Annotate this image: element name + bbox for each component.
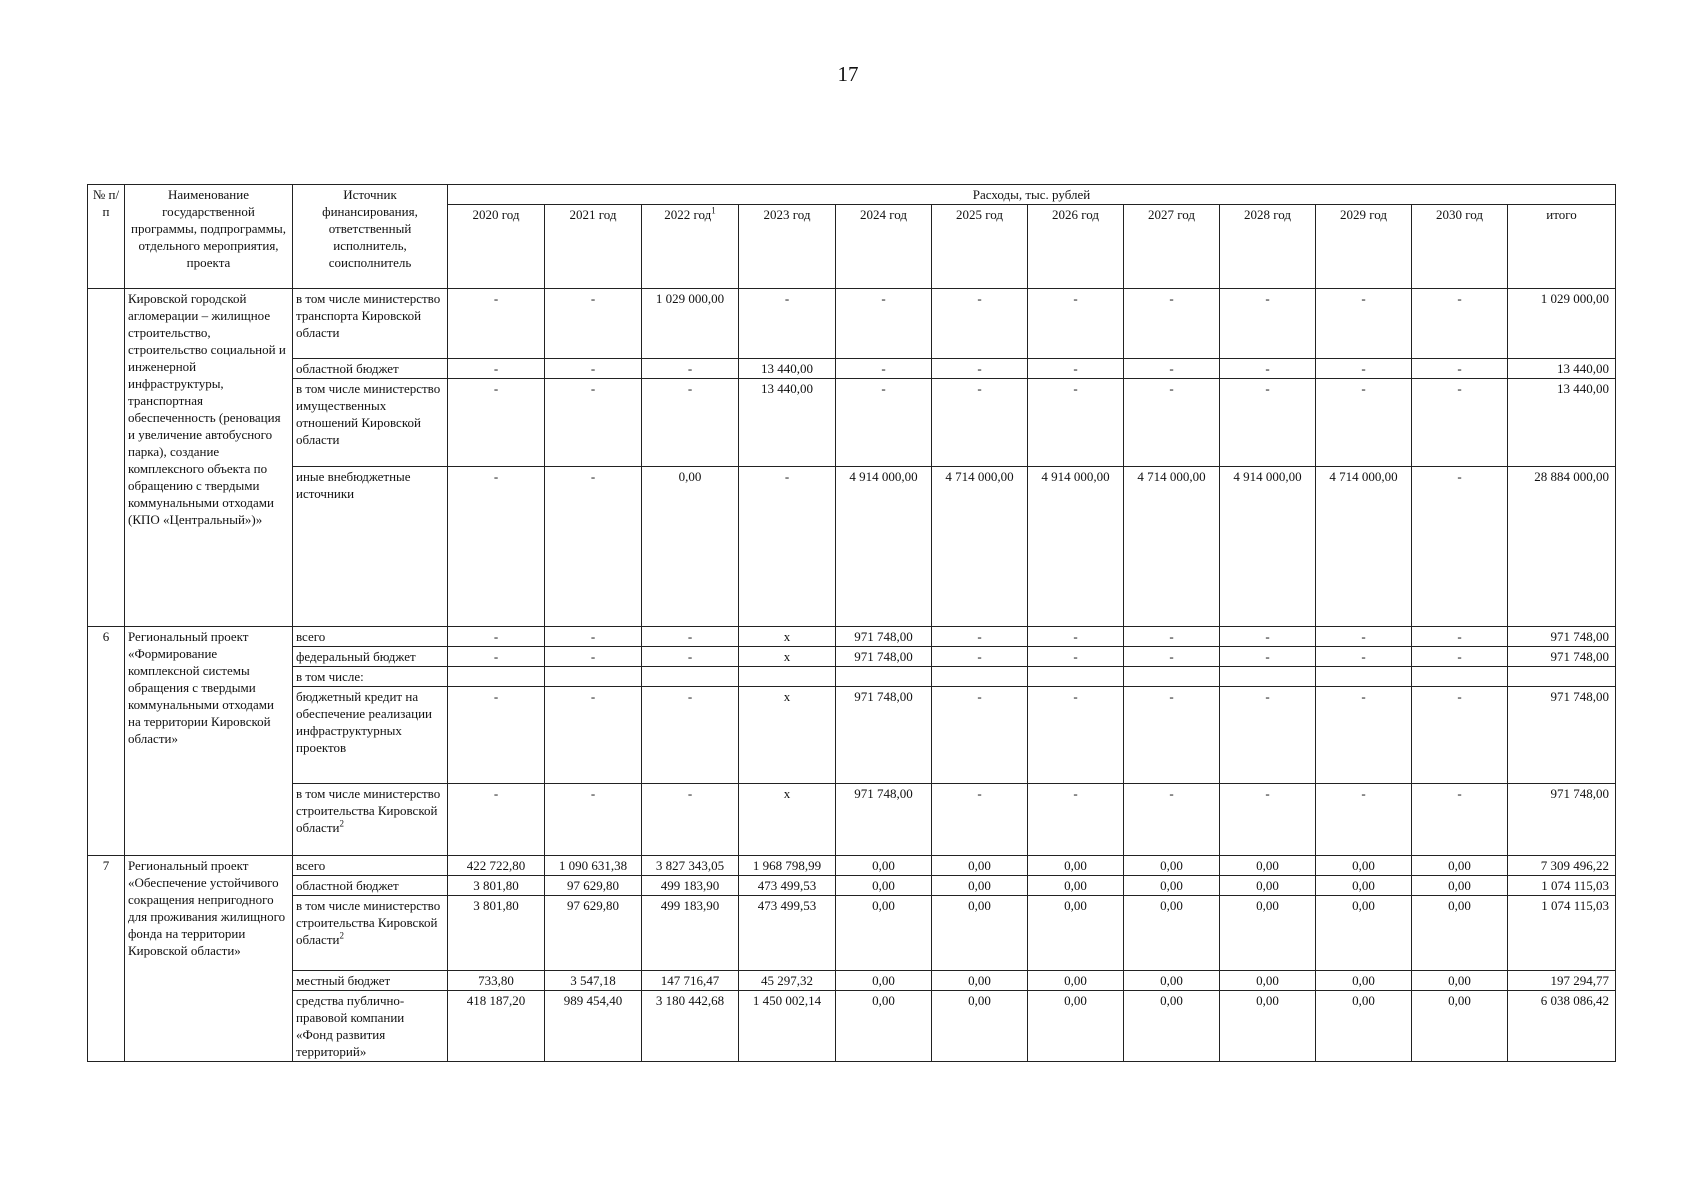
value-cell: - (545, 289, 642, 359)
value-cell: x (739, 627, 836, 647)
value-cell: - (448, 687, 545, 784)
value-cell: 0,00 (1028, 876, 1124, 896)
value-cell (1412, 667, 1508, 687)
value-cell: 0,00 (1028, 971, 1124, 991)
value-cell: - (1028, 687, 1124, 784)
value-cell: 0,00 (836, 971, 932, 991)
value-cell: 0,00 (932, 896, 1028, 971)
value-cell: - (1220, 687, 1316, 784)
value-cell: - (545, 379, 642, 467)
table-row (88, 876, 1616, 896)
funding-source: всего (293, 627, 448, 647)
page-number: 17 (837, 62, 859, 86)
table-row (88, 971, 1616, 991)
header-no: № п/п (88, 185, 125, 289)
value-cell: - (448, 627, 545, 647)
value-cell: 0,00 (1124, 991, 1220, 1062)
value-cell: - (932, 379, 1028, 467)
value-cell: 3 801,80 (448, 876, 545, 896)
value-cell: 45 297,32 (739, 971, 836, 991)
value-cell: - (1316, 647, 1412, 667)
header-year-label: 2020 год (472, 207, 520, 222)
header-year (1316, 205, 1412, 289)
value-cell (1124, 667, 1220, 687)
value-cell: x (739, 784, 836, 856)
value-cell: 13 440,00 (739, 379, 836, 467)
value-cell: 3 801,80 (448, 896, 545, 971)
header-year (1412, 205, 1508, 289)
value-cell: - (1220, 359, 1316, 379)
funding-source: областной бюджет (293, 876, 448, 896)
value-cell: 0,00 (932, 876, 1028, 896)
total-cell: 1 074 115,03 (1508, 896, 1616, 971)
header-expenses: Расходы, тыс. рублей (448, 185, 1616, 205)
value-cell (1028, 667, 1124, 687)
funding-source: в том числе министерство строительства Кировской области$^2$ (293, 784, 448, 856)
value-cell: 0,00 (1316, 896, 1412, 971)
value-cell: 971 748,00 (836, 687, 932, 784)
value-cell: - (1220, 784, 1316, 856)
value-cell: 1 029 000,00 (642, 289, 739, 359)
value-cell: - (1412, 647, 1508, 667)
value-cell: 971 748,00 (836, 647, 932, 667)
value-cell: - (1316, 289, 1412, 359)
value-cell: 13 440,00 (739, 359, 836, 379)
table-row (88, 667, 1616, 687)
header-year (545, 205, 642, 289)
header-year (448, 205, 545, 289)
value-cell: - (642, 647, 739, 667)
footnote-mark: 2 (339, 818, 344, 829)
value-cell: - (448, 647, 545, 667)
header-year-label: 2022 год (664, 207, 712, 222)
total-cell: 971 748,00 (1508, 627, 1616, 647)
value-cell: 0,00 (1412, 876, 1508, 896)
table-row (88, 647, 1616, 667)
value-cell (642, 667, 739, 687)
value-cell: - (1220, 379, 1316, 467)
value-cell: - (642, 627, 739, 647)
value-cell: - (448, 359, 545, 379)
value-cell: - (545, 627, 642, 647)
value-cell (1220, 667, 1316, 687)
value-cell: - (932, 687, 1028, 784)
funding-source: всего (293, 856, 448, 876)
value-cell: - (1124, 627, 1220, 647)
header-year-label: 2024 год (860, 207, 907, 222)
value-cell: - (1316, 687, 1412, 784)
header-year (739, 205, 836, 289)
funding-source: в том числе: (293, 667, 448, 687)
value-cell: 0,00 (1220, 896, 1316, 971)
header-year (1028, 205, 1124, 289)
value-cell: 3 180 442,68 (642, 991, 739, 1062)
value-cell: - (1124, 379, 1220, 467)
table-row (88, 359, 1616, 379)
value-cell: 0,00 (932, 856, 1028, 876)
value-cell: 0,00 (836, 856, 932, 876)
value-cell: - (1412, 379, 1508, 467)
header-year (642, 205, 739, 289)
table-row (88, 379, 1616, 467)
value-cell: - (1412, 359, 1508, 379)
header-year (1124, 205, 1220, 289)
table-row (88, 784, 1616, 856)
value-cell: 0,00 (1412, 971, 1508, 991)
funding-source: иные внебюджетные источники (293, 467, 448, 627)
header-year-label: 2030 год (1436, 207, 1483, 222)
value-cell: 473 499,53 (739, 876, 836, 896)
table-row (88, 896, 1616, 971)
value-cell: - (836, 359, 932, 379)
value-cell: 3 547,18 (545, 971, 642, 991)
value-cell: 0,00 (1316, 991, 1412, 1062)
header-name: Наименование государственной программы, подпрограммы, отдельного мероприятия, проекта (125, 185, 293, 289)
value-cell: - (1028, 379, 1124, 467)
header-year-label: 2027 год (1148, 207, 1195, 222)
program-name: Региональный проект «Формирование комплексной системы обращения с твердыми коммунальными отходами на территории Кировской области» (125, 627, 293, 856)
value-cell: 0,00 (1316, 856, 1412, 876)
total-cell: 971 748,00 (1508, 647, 1616, 667)
value-cell: 0,00 (1124, 856, 1220, 876)
value-cell: 1 090 631,38 (545, 856, 642, 876)
value-cell: - (1124, 289, 1220, 359)
value-cell: - (1124, 784, 1220, 856)
value-cell: - (642, 784, 739, 856)
value-cell: x (739, 687, 836, 784)
funding-source: в том числе министерство имущественных отношений Кировской области (293, 379, 448, 467)
value-cell: - (448, 784, 545, 856)
value-cell: 1 450 002,14 (739, 991, 836, 1062)
value-cell (836, 667, 932, 687)
header-year-label: 2029 год (1340, 207, 1387, 222)
value-cell: 971 748,00 (836, 784, 932, 856)
value-cell: - (836, 289, 932, 359)
funding-source: средства публично-правовой компании «Фонд развития территорий» (293, 991, 448, 1062)
funding-source: федеральный бюджет (293, 647, 448, 667)
value-cell: - (448, 289, 545, 359)
value-cell: 0,00 (1028, 856, 1124, 876)
value-cell: - (932, 627, 1028, 647)
value-cell: 0,00 (1412, 991, 1508, 1062)
value-cell: - (448, 379, 545, 467)
value-cell: - (932, 359, 1028, 379)
value-cell: - (642, 359, 739, 379)
value-cell: 0,00 (836, 876, 932, 896)
header-total: итого (1508, 205, 1616, 289)
value-cell: 0,00 (1220, 991, 1316, 1062)
footnote-mark: 2 (339, 930, 344, 941)
value-cell: - (1028, 784, 1124, 856)
value-cell: - (1028, 647, 1124, 667)
total-cell: 13 440,00 (1508, 359, 1616, 379)
total-cell: 6 038 086,42 (1508, 991, 1616, 1062)
header-year-label: 2028 год (1244, 207, 1291, 222)
header-year-label: 2023 год (763, 207, 811, 222)
value-cell: 499 183,90 (642, 896, 739, 971)
total-cell (1508, 667, 1616, 687)
value-cell: - (545, 359, 642, 379)
funding-source: областной бюджет (293, 359, 448, 379)
table-row (88, 687, 1616, 784)
value-cell: 0,00 (642, 467, 739, 627)
value-cell: - (1412, 289, 1508, 359)
value-cell: 989 454,40 (545, 991, 642, 1062)
table-row (88, 627, 1616, 647)
value-cell: - (1412, 467, 1508, 627)
value-cell: - (836, 379, 932, 467)
total-cell: 7 309 496,22 (1508, 856, 1616, 876)
value-cell: - (642, 687, 739, 784)
table-row (88, 467, 1616, 627)
value-cell: 1 968 798,99 (739, 856, 836, 876)
value-cell (448, 667, 545, 687)
value-cell: 733,80 (448, 971, 545, 991)
value-cell: 473 499,53 (739, 896, 836, 971)
value-cell: 0,00 (1220, 876, 1316, 896)
total-cell: 13 440,00 (1508, 379, 1616, 467)
value-cell: 0,00 (932, 971, 1028, 991)
total-cell: 197 294,77 (1508, 971, 1616, 991)
value-cell: 0,00 (1220, 971, 1316, 991)
row-number (88, 289, 125, 627)
value-cell: 0,00 (1316, 876, 1412, 896)
value-cell: 0,00 (1028, 896, 1124, 971)
value-cell: - (932, 647, 1028, 667)
total-cell: 971 748,00 (1508, 784, 1616, 856)
value-cell: 0,00 (932, 991, 1028, 1062)
financing-table (87, 184, 1616, 1062)
funding-source: в том числе министерство транспорта Кировской области (293, 289, 448, 359)
header-year (932, 205, 1028, 289)
value-cell: 418 187,20 (448, 991, 545, 1062)
value-cell: 0,00 (1316, 971, 1412, 991)
value-cell (545, 667, 642, 687)
funding-source: в том числе министерство строительства Кировской области$^2$ (293, 896, 448, 971)
value-cell: - (1412, 627, 1508, 647)
value-cell: 97 629,80 (545, 896, 642, 971)
value-cell: - (739, 467, 836, 627)
value-cell (1316, 667, 1412, 687)
value-cell: 4 914 000,00 (836, 467, 932, 627)
value-cell: - (1412, 784, 1508, 856)
header-year-label: 2021 год (569, 207, 617, 222)
value-cell: x (739, 647, 836, 667)
value-cell: - (932, 784, 1028, 856)
value-cell: - (1028, 359, 1124, 379)
total-cell: 1 074 115,03 (1508, 876, 1616, 896)
value-cell: 97 629,80 (545, 876, 642, 896)
row-number: 6 (88, 627, 125, 856)
value-cell: - (545, 784, 642, 856)
value-cell: 3 827 343,05 (642, 856, 739, 876)
value-cell: 0,00 (1028, 991, 1124, 1062)
total-cell: 28 884 000,00 (1508, 467, 1616, 627)
table-row (88, 991, 1616, 1062)
value-cell: - (1124, 687, 1220, 784)
value-cell: 4 714 000,00 (932, 467, 1028, 627)
value-cell: 0,00 (1220, 856, 1316, 876)
value-cell: - (1028, 289, 1124, 359)
value-cell (932, 667, 1028, 687)
value-cell: - (1124, 359, 1220, 379)
value-cell: - (1124, 647, 1220, 667)
value-cell: 0,00 (836, 896, 932, 971)
value-cell: - (642, 379, 739, 467)
total-cell: 1 029 000,00 (1508, 289, 1616, 359)
header-year (836, 205, 932, 289)
value-cell: - (1316, 784, 1412, 856)
value-cell: 971 748,00 (836, 627, 932, 647)
value-cell: - (545, 647, 642, 667)
program-name: Региональный проект «Обеспечение устойчивого сокращения непригодного для проживания жилищного фонда на территории Кировской области» (125, 856, 293, 1062)
table-row (88, 856, 1616, 876)
program-name: Кировской городской агломерации – жилищное строительство, строительство социальной и инженерной инфраструктуры, транспортная обеспеченность (реновация и увеличение автобусного парка), создание комплексного объекта по обращению с твердыми коммунальными отходами (КПО «Центральный»)» (125, 289, 293, 627)
header-year-label: 2026 год (1052, 207, 1099, 222)
value-cell: - (1316, 359, 1412, 379)
value-cell: - (545, 687, 642, 784)
row-number: 7 (88, 856, 125, 1062)
header-source: Источник финансирования, ответственный исполнитель, соисполнитель (293, 185, 448, 289)
value-cell: - (1220, 289, 1316, 359)
value-cell: - (1028, 627, 1124, 647)
value-cell: 0,00 (1412, 856, 1508, 876)
value-cell: 4 914 000,00 (1220, 467, 1316, 627)
value-cell: - (932, 289, 1028, 359)
value-cell: 0,00 (1412, 896, 1508, 971)
table-row (88, 289, 1616, 359)
value-cell: - (1316, 379, 1412, 467)
value-cell: 4 914 000,00 (1028, 467, 1124, 627)
header-year-label: 2025 год (956, 207, 1003, 222)
value-cell: - (1412, 687, 1508, 784)
value-cell: - (545, 467, 642, 627)
value-cell: - (448, 467, 545, 627)
value-cell: - (1220, 647, 1316, 667)
value-cell: 499 183,90 (642, 876, 739, 896)
value-cell (739, 667, 836, 687)
value-cell: - (1316, 627, 1412, 647)
value-cell: 0,00 (1124, 896, 1220, 971)
value-cell: 147 716,47 (642, 971, 739, 991)
value-cell: 0,00 (1124, 876, 1220, 896)
header-year (1220, 205, 1316, 289)
value-cell: - (1220, 627, 1316, 647)
value-cell: 422 722,80 (448, 856, 545, 876)
value-cell: - (739, 289, 836, 359)
value-cell: 0,00 (836, 991, 932, 1062)
funding-source: бюджетный кредит на обеспечение реализации инфраструктурных проектов (293, 687, 448, 784)
value-cell: 4 714 000,00 (1124, 467, 1220, 627)
value-cell: 0,00 (1124, 971, 1220, 991)
funding-source: местный бюджет (293, 971, 448, 991)
value-cell: 4 714 000,00 (1316, 467, 1412, 627)
footnote-mark: 1 (711, 205, 716, 216)
total-cell: 971 748,00 (1508, 687, 1616, 784)
